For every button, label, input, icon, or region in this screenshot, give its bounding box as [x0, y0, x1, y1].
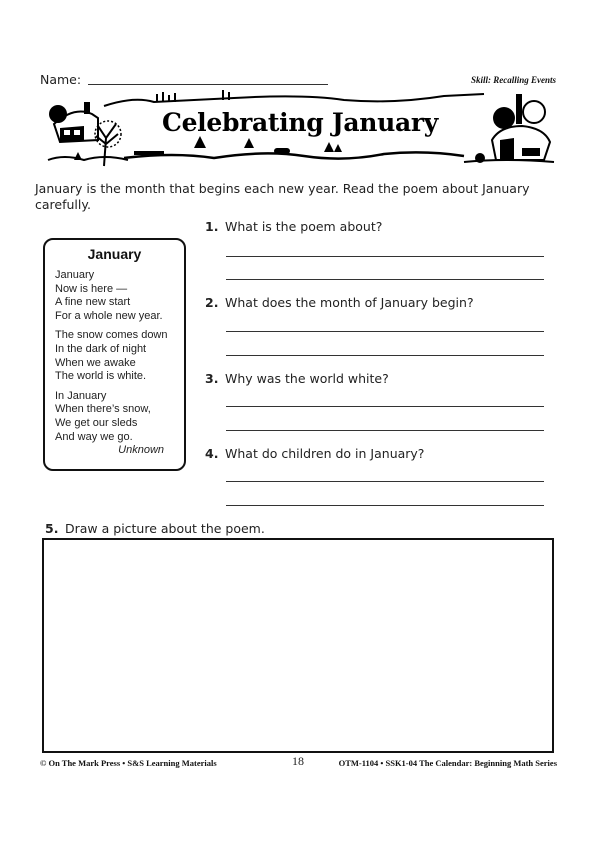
skill-label: Skill: Recalling Events — [470, 75, 556, 85]
poem-line: Now is here — — [55, 282, 128, 295]
name-label: Name: — [40, 72, 82, 87]
drawing-area[interactable] — [42, 538, 554, 753]
question-number: 4. — [205, 446, 219, 461]
answer-line-3b[interactable] — [226, 430, 544, 431]
poem-line: January — [55, 269, 95, 281]
poem-stanza — [55, 269, 184, 323]
question-text: What do children do in January? — [225, 446, 425, 461]
question-text: Why was the world white? — [225, 371, 389, 386]
answer-line-1a[interactable] — [226, 256, 544, 257]
poem-line: When we awake — [55, 356, 136, 369]
answer-line-4a[interactable] — [226, 481, 544, 482]
question-1 — [205, 219, 382, 234]
poem-author: Unknown — [118, 444, 164, 457]
poem-line: And way we go. — [55, 430, 133, 443]
footer-copyright: © On The Mark Press • S&S Learning Materials — [40, 758, 217, 768]
answer-line-2b[interactable] — [226, 355, 544, 356]
answer-line-1b[interactable] — [226, 279, 544, 280]
snowy-cottage-right-icon — [464, 94, 554, 163]
question-text: What is the poem about? — [225, 219, 383, 234]
poem-line: When there’s snow, — [55, 403, 151, 416]
question-2 — [205, 295, 474, 310]
intro-text: January is the month that begins each new year. Read the poem about January carefully. — [35, 181, 530, 212]
poem-line: A fine new start — [55, 296, 131, 309]
answer-line-2a[interactable] — [226, 331, 544, 332]
footer-series: OTM-1104 • SSK1-04 The Calendar: Beginning Math Series — [338, 758, 557, 768]
poem-line: For a whole new year. — [55, 309, 163, 322]
poem-title: January — [87, 246, 142, 262]
answer-line-3a[interactable] — [226, 406, 544, 407]
question-number: 5. — [45, 521, 59, 536]
page-title: Celebrating January — [161, 108, 439, 137]
name-field[interactable] — [88, 84, 328, 85]
question-5 — [45, 521, 265, 536]
answer-line-4b[interactable] — [226, 505, 544, 506]
poem-line: In January — [55, 389, 107, 402]
poem-line: We get our sleds — [55, 416, 138, 429]
question-number: 3. — [205, 371, 219, 386]
winter-landscape-border-icon — [104, 94, 484, 106]
poem-box — [43, 238, 186, 471]
question-number: 2. — [205, 295, 219, 310]
question-4 — [205, 446, 424, 461]
question-number: 1. — [205, 219, 219, 234]
poem-line: The world is white. — [55, 370, 147, 383]
poem-stanza — [55, 329, 184, 383]
poem-stanza — [55, 390, 184, 444]
snowy-cottage-left-icon — [48, 102, 128, 166]
question-text: Draw a picture about the poem. — [65, 521, 265, 536]
page-number: 18 — [292, 754, 304, 768]
poem-line: The snow comes down — [55, 329, 168, 342]
poem-line: In the dark of night — [55, 342, 147, 355]
question-3 — [205, 371, 389, 386]
question-text: What does the month of January begin? — [225, 295, 474, 310]
